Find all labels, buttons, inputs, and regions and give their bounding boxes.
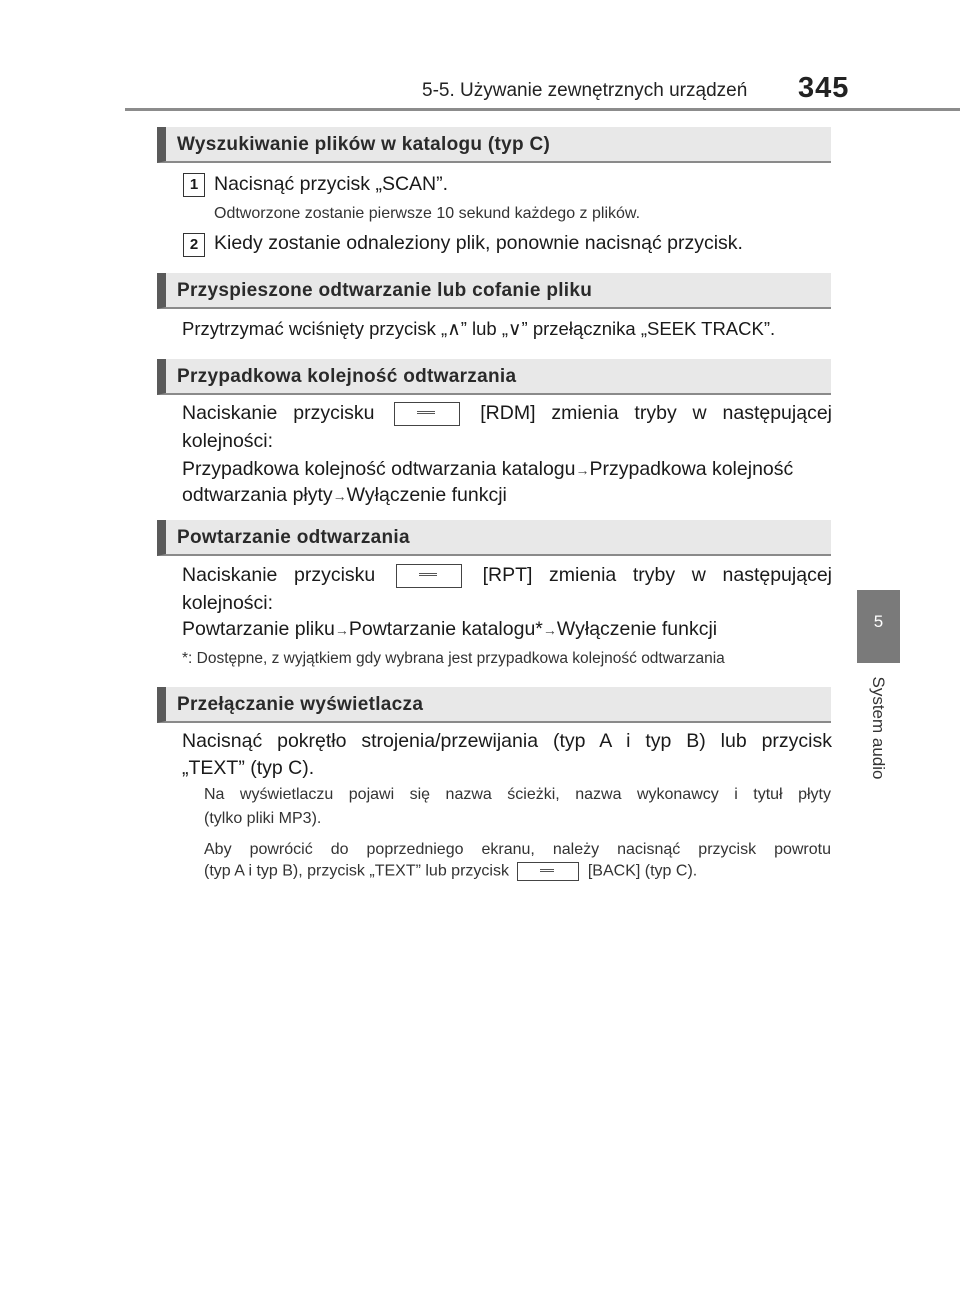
arrow-icon: → [332, 487, 347, 504]
repeat-line-1-suffix: [RPT] zmienia tryby w następującej [482, 564, 832, 587]
chapter-label [857, 663, 900, 793]
repeat-line-2: kolejności: [182, 592, 274, 614]
step-number-1: 1 [183, 173, 205, 197]
seek-track-instruction: Przytrzymać wciśnięty przycisk „∧” lub „∨” przełącznika „SEEK TRACK”. [182, 318, 776, 339]
step-1-note: Odtworzone zostanie pierwsze 10 sekund każdego z plików. [214, 205, 641, 222]
random-line-3 [182, 458, 793, 481]
section-heading-search-files [157, 127, 831, 163]
display-line-1: Nacisnąć pokrętło strojenia/przewijania (typ A i typ B) lub przycisk [182, 730, 832, 752]
arrow-icon: → [575, 461, 590, 478]
header-divider [125, 108, 960, 111]
random-line-1-prefix: Naciskanie przycisku [182, 402, 375, 425]
step-2-text: Kiedy zostanie odnaleziony plik, ponownie nacisnąć przycisk. [214, 232, 743, 254]
section-heading-text: Przypadkowa kolejność odtwarzania [177, 366, 517, 387]
chapter-title: System audio [869, 676, 888, 780]
rpt-button[interactable] [396, 564, 462, 588]
back-button[interactable] [517, 862, 579, 881]
chapter-tab [857, 590, 900, 663]
repeat-mode-off: Wyłączenie funkcji [556, 618, 718, 640]
repeat-line-3 [182, 618, 717, 641]
section-heading-repeat [157, 520, 831, 556]
display-note-2-prefix: (typ A i typ B), przycisk „TEXT” lub przycisk [204, 862, 509, 880]
step-number-2: 2 [183, 233, 205, 257]
page-header [0, 0, 960, 110]
display-note-1-line-2: (tylko pliki MP3). [204, 810, 322, 827]
random-line-1-suffix: [RDM] zmienia tryby w następującej [480, 402, 833, 425]
random-line-1 [182, 402, 832, 426]
random-mode-disc-a: Przypadkowa kolejność [589, 458, 794, 480]
section-heading-text: Przyspieszone odtwarzanie lub cofanie pliku [177, 280, 593, 301]
section-heading-display [157, 687, 831, 723]
section-heading-text: Przełączanie wyświetlacza [177, 694, 424, 715]
section-heading-text: Powtarzanie odtwarzania [177, 527, 410, 548]
rdm-button[interactable] [394, 402, 460, 426]
random-line-4 [182, 484, 507, 507]
section-heading-fast-forward [157, 273, 831, 309]
arrow-icon: → [542, 621, 557, 638]
step-1-text: Nacisnąć przycisk „SCAN”. [214, 173, 449, 195]
display-line-2: „TEXT” (typ C). [182, 757, 315, 779]
arrow-icon: → [334, 621, 349, 638]
display-note-1-line-1: Na wyświetlaczu pojawi się nazwa ścieżki, nazwa wykonawcy i tytuł płyty [204, 786, 831, 803]
random-mode-disc-b: odtwarzania płyty [182, 484, 333, 506]
repeat-footnote: *: Dostępne, z wyjątkiem gdy wybrana jest przypadkowa kolejność odtwarzania [182, 650, 725, 667]
chapter-number: 5 [873, 612, 884, 631]
display-note-2-line-1: Aby powrócić do poprzedniego ekranu, należy nacisnąć przycisk powrotu [204, 841, 831, 858]
random-line-2: kolejności: [182, 430, 274, 452]
repeat-line-1 [182, 564, 832, 588]
random-mode-off: Wyłączenie funkcji [346, 484, 507, 506]
display-note-2-suffix: [BACK] (typ C). [587, 862, 698, 880]
repeat-mode-file: Powtarzanie pliku [182, 618, 335, 640]
section-heading-random-playback [157, 359, 831, 395]
display-note-2-line-2 [204, 862, 697, 881]
section-title: 5-5. Używanie zewnętrznych urządzeń [422, 80, 748, 101]
repeat-mode-folder: Powtarzanie katalogu* [348, 618, 543, 640]
section-heading-text: Wyszukiwanie plików w katalogu (typ C) [177, 134, 551, 155]
random-mode-folder: Przypadkowa kolejność odtwarzania katalogu [182, 458, 576, 480]
page-number: 345 [798, 72, 850, 104]
repeat-line-1-prefix: Naciskanie przycisku [182, 564, 376, 587]
